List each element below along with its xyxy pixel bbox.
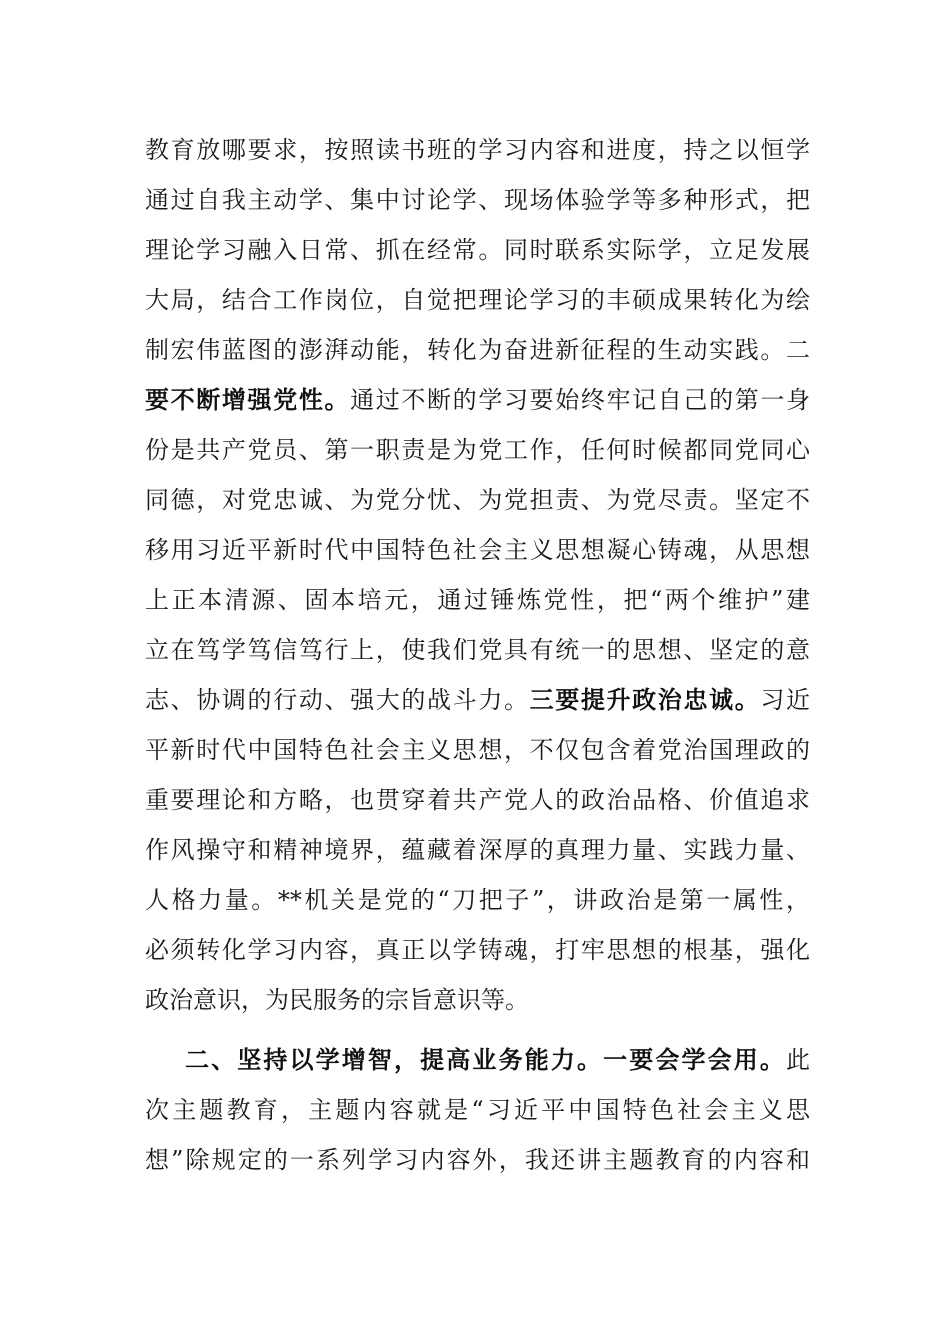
bold-heading: 要不断增强党性。	[145, 385, 351, 414]
paragraph-line: 作风操守和精神境界，蕴藏着深厚的真理力量、实践力量、	[145, 836, 810, 864]
paragraph-line: 理论学习融入日常、抓在经常。同时联系实际学，立足发展	[145, 236, 810, 264]
paragraph-line: 上正本清源、固本培元，通过锤炼党性，把“两个维护”建	[145, 586, 810, 614]
paragraph-line: 同德，对党忠诚、为党分忧、为党担责、为党尽责。坚定不	[145, 486, 810, 514]
line-text: 志、协调的行动、强大的战斗力。	[145, 686, 530, 714]
bold-heading: 三要提升政治忠诚。	[529, 685, 761, 714]
paragraph-line	[145, 680, 810, 720]
paragraph-line: 教育放哪要求，按照读书班的学习内容和进度，持之以恒学	[145, 136, 810, 164]
paragraph-line	[185, 1040, 810, 1080]
paragraph-line: 立在笃学笃信笃行上，使我们党具有统一的思想、坚定的意	[145, 636, 810, 664]
paragraph-line: 制宏伟蓝图的澎湃动能，转化为奋进新征程的生动实践。二	[145, 336, 810, 364]
line-text: 通过不断的学习要始终牢记自己的第一身	[350, 386, 811, 414]
paragraph-line: 政治意识，为民服务的宗旨意识等。	[145, 986, 529, 1014]
paragraph-line: 平新时代中国特色社会主义思想，不仅包含着党治国理政的	[145, 736, 810, 764]
paragraph-line: 通过自我主动学、集中讨论学、现场体验学等多种形式，把	[145, 186, 810, 214]
paragraph-line	[145, 380, 810, 420]
paragraph-line: 重要理论和方略，也贯穿着共产党人的政治品格、价值追求	[145, 786, 810, 814]
paragraph-line: 移用习近平新时代中国特色社会主义思想凝心铸魂，从思想	[145, 536, 810, 564]
paragraph-line: 想”除规定的一系列学习内容外，我还讲主题教育的内容和	[145, 1146, 810, 1174]
paragraph-line: 次主题教育，主题内容就是“习近平中国特色社会主义思	[145, 1096, 810, 1124]
paragraph-line: 人格力量。**机关是党的“刀把子”，讲政治是第一属性，	[145, 886, 810, 914]
line-text: 此	[786, 1046, 810, 1074]
paragraph-line: 必须转化学习内容，真正以学铸魂，打牢思想的根基，强化	[145, 936, 810, 964]
section-heading: 二、坚持以学增智，提高业务能力。一要会学会用。	[185, 1045, 786, 1074]
paragraph-line: 份是共产党员、第一职责是为党工作，任何时候都同党同心	[145, 436, 810, 464]
line-text: 习近	[760, 686, 811, 714]
paragraph-line: 大局，结合工作岗位，自觉把理论学习的丰硕成果转化为绘	[145, 286, 810, 314]
